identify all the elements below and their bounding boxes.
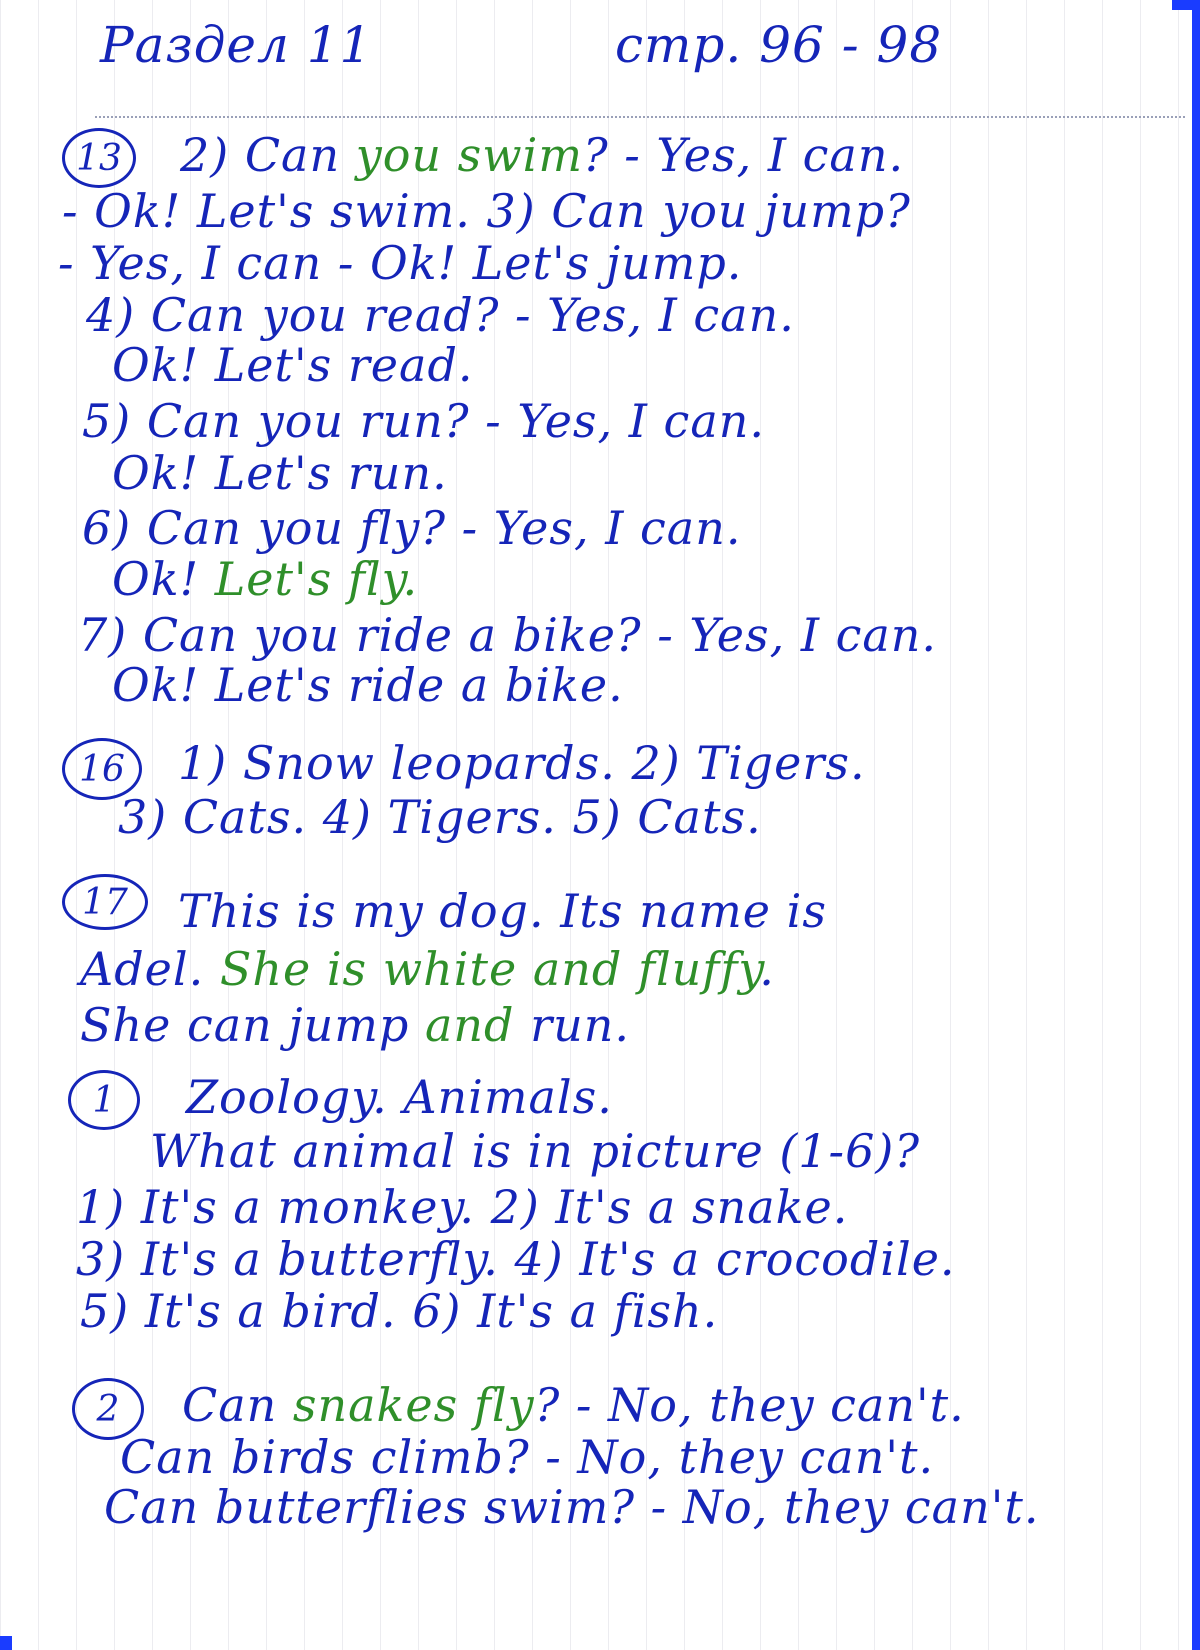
ex13-line-11: Ok! Let's ride a bike. <box>112 658 624 712</box>
ex13-line-9: Ok! Let's fly. <box>112 552 419 606</box>
ex2-line-2: Can birds climb? - No, they can't. <box>120 1430 935 1484</box>
ex13-line-6: 5) Can you run? - Yes, I can. <box>82 394 765 448</box>
exercise-number-13: 13 <box>62 128 136 188</box>
header-rule <box>95 116 1185 118</box>
ex1-heading: Zoology. Animals. <box>186 1070 613 1124</box>
ex13-line-5: Ok! Let's read. <box>112 338 474 392</box>
ex1-line-4: 3) It's a butterfly. 4) It's a crocodile. <box>76 1232 956 1286</box>
ex13-line-10: 7) Can you ride a bike? - Yes, I can. <box>78 608 938 662</box>
ex13-line-3: - Yes, I can - Ok! Let's jump. <box>58 236 743 290</box>
page-range: стр. 96 - 98 <box>615 16 943 74</box>
ex17-line-3: She can jump and run. <box>80 998 630 1052</box>
exercise-number-17: 17 <box>62 874 148 930</box>
ex2-line-3: Can butterflies swim? - No, they can't. <box>104 1480 1040 1534</box>
ex16-line-1: 1) Snow leopards. 2) Tigers. <box>178 736 866 790</box>
page-edge <box>1192 0 1200 1650</box>
section-title: Раздел 11 <box>100 16 373 74</box>
ex16-line-2: 3) Cats. 4) Tigers. 5) Cats. <box>118 790 762 844</box>
ex1-line-5: 5) It's a bird. 6) It's a fish. <box>80 1284 719 1338</box>
corner-mark <box>0 1636 12 1650</box>
exercise-number-2: 2 <box>72 1378 144 1440</box>
ex1-question: What animal is in picture (1-6)? <box>150 1124 920 1178</box>
ex13-line-2: - Ok! Let's swim. 3) Can you jump? <box>62 184 911 238</box>
exercise-number-16: 16 <box>62 738 142 800</box>
corner-mark <box>1172 0 1200 10</box>
ex13-line-7: Ok! Let's run. <box>112 446 448 500</box>
ex2-line-1: Can snakes fly? - No, they can't. <box>182 1378 965 1432</box>
exercise-number-1: 1 <box>68 1070 140 1130</box>
ex13-line-1: 2) Can you swim? - Yes, I can. <box>180 128 905 182</box>
ex13-line-8: 6) Can you fly? - Yes, I can. <box>82 501 742 555</box>
ex17-line-2: Adel. She is white and fluffy. <box>80 942 775 996</box>
ex1-line-3: 1) It's a monkey. 2) It's a snake. <box>76 1180 849 1234</box>
ex13-line-4: 4) Can you read? - Yes, I can. <box>86 288 795 342</box>
ex17-line-1: This is my dog. Its name is <box>178 884 827 938</box>
